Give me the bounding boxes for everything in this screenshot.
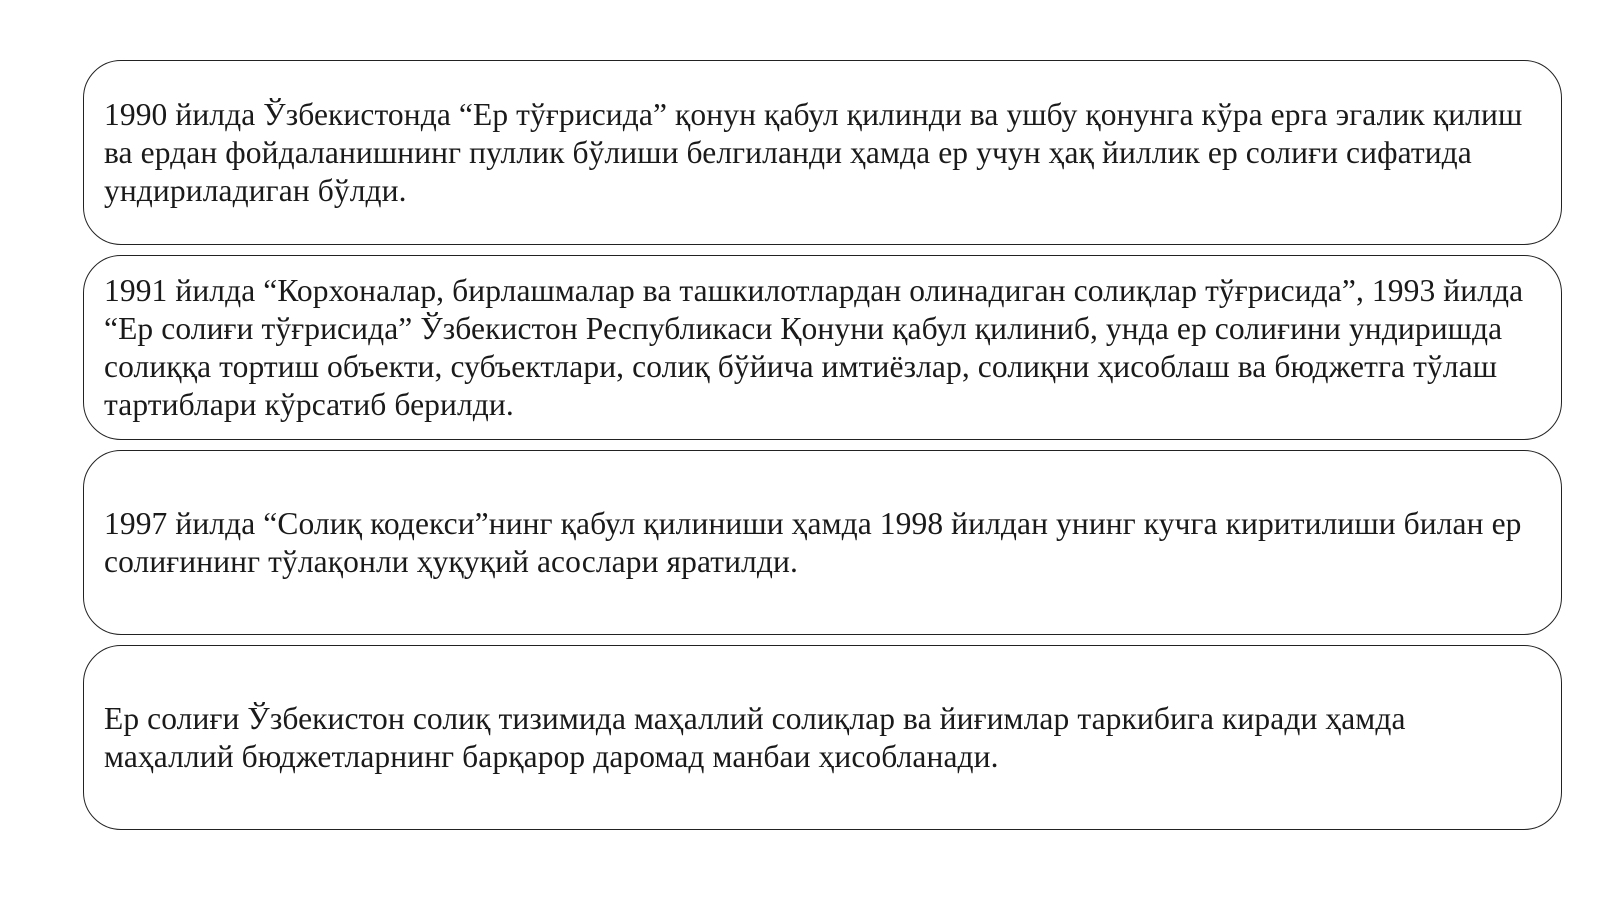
history-box-1997 [83, 450, 1562, 635]
history-box-1990 [83, 60, 1562, 245]
history-text-1991-1993: 1991 йилда “Корхоналар, бирлашмалар ва ташкилотлардан олинадиган солиқлар тўғрисида”, 1993 йилда “Ер солиғи тўғрисида” Ўзбекистон Республикаси Қонуни қабул қилиниб, унда ер солиғини ундиришда солиққа тортиш объекти, субъектлари, солиқ бўйича имтиёзлар, солиқни ҳисоблаш ва бюджетга тўлаш тартиблари кўрсатиб берилди. [104, 272, 1524, 422]
summary-box-local-tax [83, 645, 1562, 830]
summary-text-local-tax: Ер солиғи Ўзбекистон солиқ тизимида маҳаллий солиқлар ва йиғимлар таркибига киради ҳамда маҳаллий бюджетларнинг барқарор даромад манбаи ҳисобланади. [104, 700, 1406, 774]
history-text-1997: 1997 йилда “Солиқ кодекси”нинг қабул қилиниши ҳамда 1998 йилдан унинг кучга киритилиши билан ер солиғининг тўлақонли ҳуқуқий асослари яратилди. [104, 505, 1522, 579]
history-box-1991-1993 [83, 255, 1562, 440]
history-text-1990: 1990 йилда Ўзбекистонда “Ер тўғрисида” қонун қабул қилинди ва ушбу қонунга кўра ерга эгалик қилиш ва ердан фойдаланишнинг пуллик бўлиши белгиланди ҳамда ер учун ҳақ йиллик ер солиғи сифатида ундириладиган бўлди. [104, 96, 1523, 208]
